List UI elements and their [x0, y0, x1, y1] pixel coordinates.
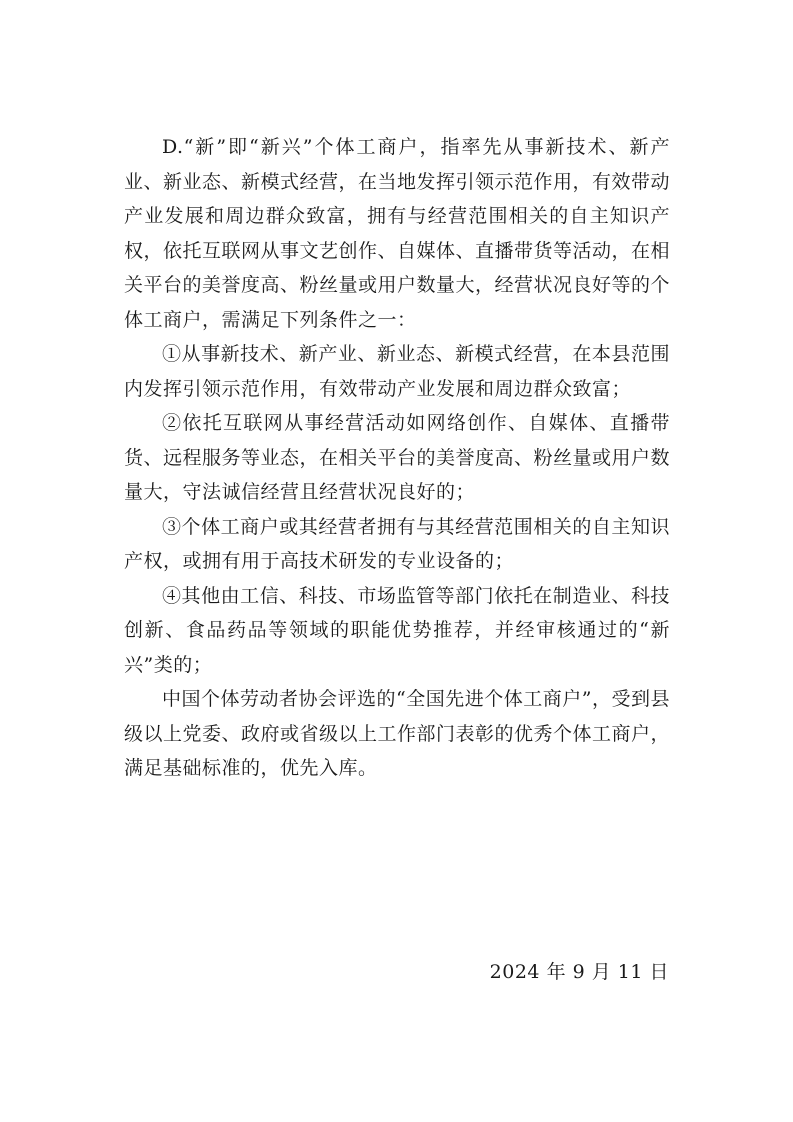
paragraph-condition-2: ②依托互联网从事经营活动如网络创作、自媒体、直播带货、远程服务等业态，在相关平台的美誉度高、粉丝量或用户数量大，守法诚信经营且经营状况良好的；: [124, 412, 671, 503]
paragraph-new-emerging-definition: D.“新”即“新兴”个体工商户，指率先从事新技术、新产业、新业态、新模式经营，在当地发挥引领示范作用，有效带动产业发展和周边群众致富，拥有与经营范围相关的自主知识产权，依托互联网从事文艺创作、自媒体、直播带货等活动，在相关平台的美誉度高、粉丝量或用户数量大，经营状况良好等的个体工商户，需满足下列条件之一：: [124, 136, 671, 331]
paragraph-condition-3: ③个体工商户或其经营者拥有与其经营范围相关的自主知识产权，或拥有用于高技术研发的专业设备的；: [124, 515, 670, 572]
document-body: [124, 130, 670, 786]
document-date: 2024 年 9 月 11 日: [489, 961, 669, 983]
paragraph-condition-4: ④其他由工信、科技、市场监管等部门依托在制造业、科技创新、食品药品等领域的职能优势推荐，并经审核通过的“新兴”类的；: [124, 584, 670, 676]
paragraph-condition-1: ①从事新技术、新产业、新业态、新模式经营，在本县范围内发挥引领示范作用，有效带动产业发展和周边群众致富；: [124, 343, 670, 400]
paragraph-priority-note: 中国个体劳动者协会评选的“全国先进个体工商户”，受到县级以上党委、政府或省级以上工作部门表彰的优秀个体工商户，满足基础标准的，优先入库。: [124, 688, 671, 779]
